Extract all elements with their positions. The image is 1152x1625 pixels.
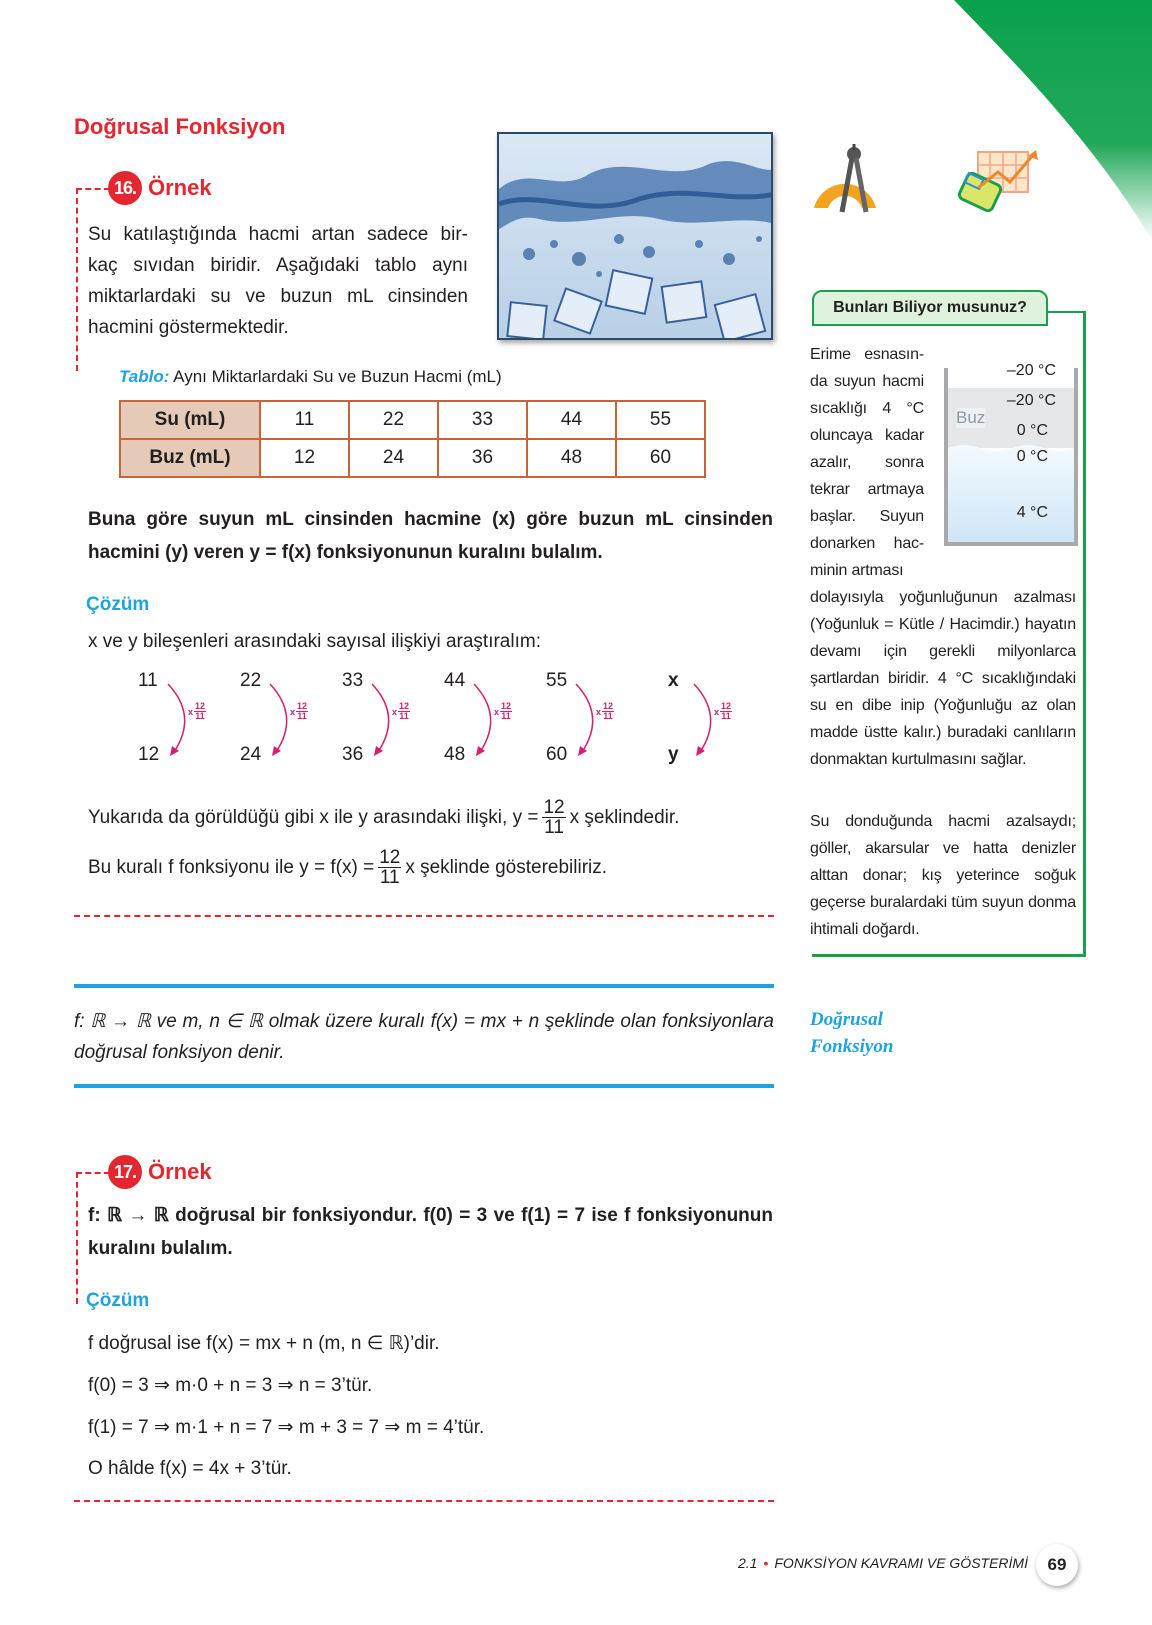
table-cell: 33 [438, 401, 527, 439]
relation-text: Yukarıda da görüldüğü gibi x ile y arasındaki ilişki, y = [88, 806, 539, 828]
mapping-x-value: 11 [138, 670, 158, 691]
info-line: başlar. Suyun [810, 508, 924, 525]
example-16-end-divider [74, 915, 774, 917]
mapping-y-value: y [668, 744, 679, 765]
info-line: donarken hac- [810, 535, 924, 552]
mapping-diagram [138, 670, 758, 770]
page-footer [738, 1555, 1028, 1571]
mapping-x-value: 33 [342, 670, 364, 691]
example-label: Örnek [148, 175, 212, 200]
ice-label: Buz [956, 408, 986, 427]
info-line: minin artması [810, 562, 904, 579]
temp-label: 4 °C [1016, 504, 1048, 521]
mapping-x-value: 44 [444, 670, 466, 691]
table-cell: 60 [616, 439, 705, 477]
intro-line: hacmini göstermektedir. [88, 317, 289, 338]
compass-protractor-icon [810, 140, 880, 218]
info-line: da suyun hacmi [810, 373, 924, 390]
solution-intro: x ve y bileşenleri arasındaki sayısal ilişkiyi araştıralım: [88, 631, 541, 652]
example-17-end-divider [74, 1500, 774, 1502]
page-number: 69 [1036, 1544, 1078, 1586]
definition-side-title [810, 1006, 893, 1060]
relation-text-after: x şeklindedir. [569, 806, 680, 828]
table-cell: 48 [527, 439, 616, 477]
definition-text: f: ℝ → ℝ ve m, n ∈ ℝ olmak üzere kuralı f(x) = mx + n şeklinde olan fonksiyonlara doğrusal fonksiyon denir. [74, 1011, 774, 1063]
table-caption-text: Aynı Miktarlardaki Su ve Buzun Hacmi (mL) [173, 367, 502, 386]
info-line: oluncaya kadar [810, 427, 924, 444]
example-16-header [108, 171, 212, 205]
ice-water-diagram [944, 362, 1078, 548]
rule-text: Bu kuralı f fonksiyonu ile y = f(x) = [88, 856, 375, 878]
multiplier-label: x $\frac{12}{11}$ [392, 701, 410, 721]
info-paragraph-2: Su donduğunda hacmi azalsaydı; göller, akarsular ve hatta denizler alttan donar; kış yeterince soğuk geçerse buralardaki tüm suyun donma ihtimali doğardı. [810, 813, 1076, 938]
mapping-y-value: 24 [240, 744, 262, 765]
temp-label: –20 °C [1006, 362, 1056, 379]
solution-line: O hâlde f(x) = 4x + 3’tür. [88, 1458, 292, 1479]
mapping-y-value: 12 [138, 744, 160, 765]
footer-chapter: FONKSİYON KAVRAMI VE GÖSTERİMİ [774, 1555, 1028, 1571]
multiplier-label: x $\frac{12}{11}$ [188, 701, 206, 721]
intro-line: kaç sıvıdan biridir. Aşağıdaki tablo aynı [88, 255, 468, 276]
volume-table [119, 400, 706, 478]
section-title: Doğrusal Fonksiyon [74, 114, 286, 139]
multiplier-label: x $\frac{12}{11}$ [596, 701, 614, 721]
info-box-title: Bunları Biliyor musunuz? [812, 290, 1048, 326]
table-caption [119, 367, 502, 387]
rule-text-after: x şeklinde gösterebiliriz. [405, 856, 608, 878]
info-paragraph: dolayısıyla yoğunluğunun azalması (Yoğunluk = Kütle / Hacimdir.) hayatın devamı için gerekli milyonlarca şartlardan biridir. 4 °C sıcaklığındaki su en dibe inip (Yoğunluğu az olan madde üstte kalır.) buradaki canlıların donmaktan kurtulmasını sağlar. [810, 589, 1076, 768]
mapping-y-value: 60 [546, 744, 568, 765]
example-label: Örnek [148, 1159, 212, 1184]
rule-line [88, 848, 607, 887]
example-17-question: f: ℝ → ℝ doğrusal bir fonksiyondur. f(0) = 3 ve f(1) = 7 ise f fonksiyonunun kuralını bulalım. [88, 1205, 773, 1259]
info-box-bottom-rule [812, 954, 1086, 957]
info-line: Erime esnasın- [810, 346, 924, 363]
temp-label: 0 °C [1016, 422, 1048, 439]
mapping-y-value: 48 [444, 744, 466, 765]
calculator-chart-icon [958, 148, 1042, 214]
table-row [120, 401, 705, 439]
info-line: sıcaklığı 4 °C [810, 400, 924, 417]
example-17-bracket [76, 1172, 78, 1304]
table-cell: 44 [527, 401, 616, 439]
ice-water-photo [497, 132, 773, 340]
temp-label: 0 °C [1016, 448, 1048, 465]
table-cell: 11 [260, 401, 349, 439]
example-17-header [108, 1155, 212, 1189]
example-number-badge: 16. [108, 171, 142, 205]
example-16-bracket-top [76, 188, 110, 190]
footer-section: 2.1 [738, 1555, 758, 1571]
info-line: azalır, sonra [810, 454, 924, 471]
multiplier-label: x $\frac{12}{11}$ [290, 701, 308, 721]
table-cell: 24 [349, 439, 438, 477]
intro-line: Su katılaştığında hacmi artan sadece bir- [88, 224, 468, 245]
definition-top-rule [74, 984, 774, 988]
fraction: $\frac{12}{11}$ [543, 797, 565, 838]
solution-line: f doğrusal ise f(x) = mx + n (m, n ∈ ℝ)’dir. [88, 1333, 440, 1354]
example-16-question: Buna göre suyun mL cinsinden hacmine (x) göre buzun mL cinsinden hacmini (y) veren y = f(x) fonksiyonunun kuralını bulalım. [88, 509, 773, 563]
table-row [120, 439, 705, 477]
bullet-icon: • [763, 1555, 769, 1571]
mapping-x-value: x [668, 670, 679, 691]
info-wrapped-paragraph [810, 341, 924, 584]
table-cell: 12 [260, 439, 349, 477]
table-cell: 36 [438, 439, 527, 477]
side-title-line: Fonksiyon [810, 1036, 894, 1057]
multiplier-label: x $\frac{12}{11}$ [494, 701, 512, 721]
multiplier-label: x $\frac{12}{11}$ [714, 701, 732, 721]
mapping-x-value: 22 [240, 670, 262, 691]
mapping-x-value: 55 [546, 670, 568, 691]
row-header: Buz (mL) [120, 439, 260, 477]
fraction: $\frac{12}{11}$ [379, 847, 401, 888]
side-title-line: Doğrusal [810, 1009, 883, 1030]
example-17-bracket-top [76, 1172, 110, 1174]
row-header: Su (mL) [120, 401, 260, 439]
solution-label: Çözüm [86, 594, 150, 615]
solution-line: f(1) = 7 ⇒ m·1 + n = 7 ⇒ m + 3 = 7 ⇒ m = 4’tür. [88, 1417, 485, 1438]
intro-line: miktarlardaki su ve buzun mL cinsinden [88, 286, 468, 307]
example-number-badge: 17. [108, 1155, 142, 1189]
solution-label: Çözüm [86, 1290, 150, 1311]
example-16-intro [88, 219, 468, 343]
info-line: tekrar artmaya [810, 481, 924, 498]
corner-decoration [892, 0, 1152, 260]
table-caption-label: Tablo: [119, 367, 170, 386]
temp-label: –20 °C [1006, 392, 1056, 409]
solution-line: f(0) = 3 ⇒ m·0 + n = 3 ⇒ n = 3’tür. [88, 1375, 373, 1396]
table-cell: 22 [349, 401, 438, 439]
definition-bottom-rule [74, 1084, 774, 1088]
mapping-y-value: 36 [342, 744, 364, 765]
table-cell: 55 [616, 401, 705, 439]
relation-line [88, 798, 679, 837]
